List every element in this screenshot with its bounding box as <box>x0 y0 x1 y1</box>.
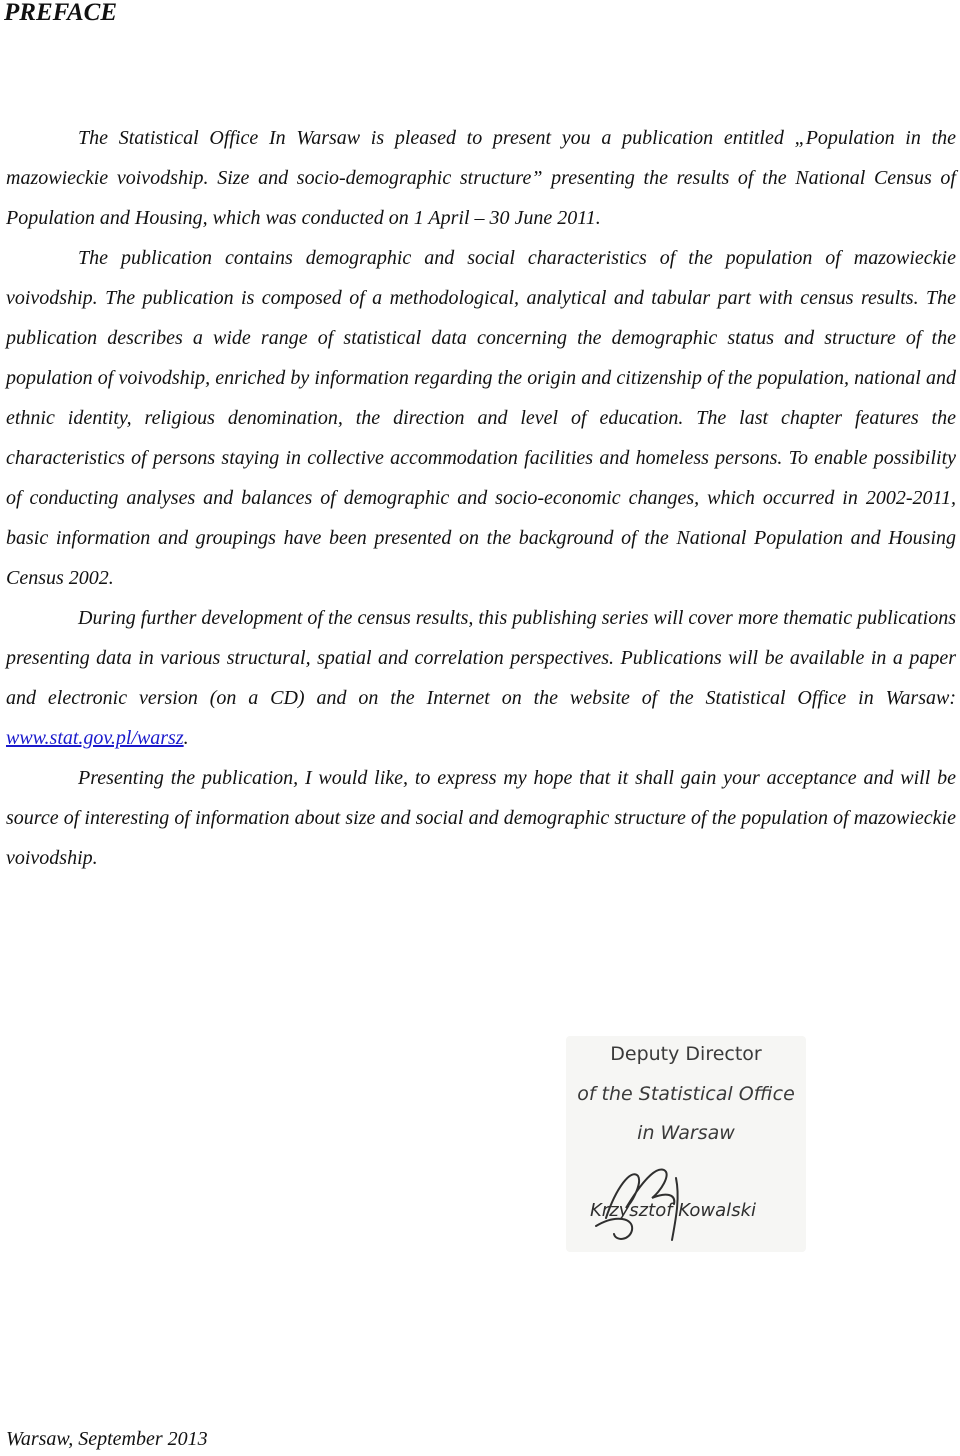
signature-name: Krzysztof Kowalski <box>590 1200 756 1221</box>
paragraph-contents: The publication contains demographic and social characteristics of the population of mazowieckie voivodship. The publication is composed of a methodological, analytical and tabular part with census results. The publication describes a wide range of statistical data concerning the demographic status and structure of the population of voivodship, enriched by information regarding the origin and citizenship of the population, national and ethnic identity, religious denomination, the direction and level of education. The last chapter features the characteristics of persons staying in collective accommodation facilities and homeless persons. To enable possibility of conducting analyses and balances of demographic and socio-economic changes, which occurred in 2002-2011, basic information and groupings have been presented on the background of the National Population and Housing Census 2002. <box>6 247 956 589</box>
page-title: PREFACE <box>4 0 118 26</box>
signature-place: in Warsaw <box>637 1122 735 1144</box>
website-link[interactable]: www.stat.gov.pl/warsz <box>6 727 184 749</box>
signature-office: of the Statistical Office <box>577 1083 795 1105</box>
place-date: Warsaw, September 2013 <box>6 1428 208 1450</box>
signature-title: Deputy Director <box>610 1043 762 1065</box>
paragraph-availability-end: . <box>183 727 189 749</box>
paragraph-closing: Presenting the publication, I would like, to express my hope that it shall gain your acceptance and will be source of interesting of information about size and social and demographic structure of the population of mazowieckie voivodship. <box>6 767 956 869</box>
paragraph-intro: The Statistical Office In Warsaw is pleased to present you a publication entitled „Population in the mazowieckie voivodship. Size and socio-demographic structure” presenting the results of the National Census of Population and Housing, which was conducted on 1 April – 30 June 2011. <box>6 127 956 229</box>
handwritten-signature <box>576 1148 736 1248</box>
signature-stamp <box>566 1036 806 1252</box>
paragraph-availability-text: During further development of the census results, this publishing series will cover more thematic publications presenting data in various structural, spatial and correlation perspectives. Publications will be available in a paper and electronic version (on a CD) and on the Internet on the website of the Statistical Office in Warsaw: <box>6 607 956 709</box>
paragraph-availability <box>6 598 956 758</box>
preface-body <box>6 118 956 878</box>
